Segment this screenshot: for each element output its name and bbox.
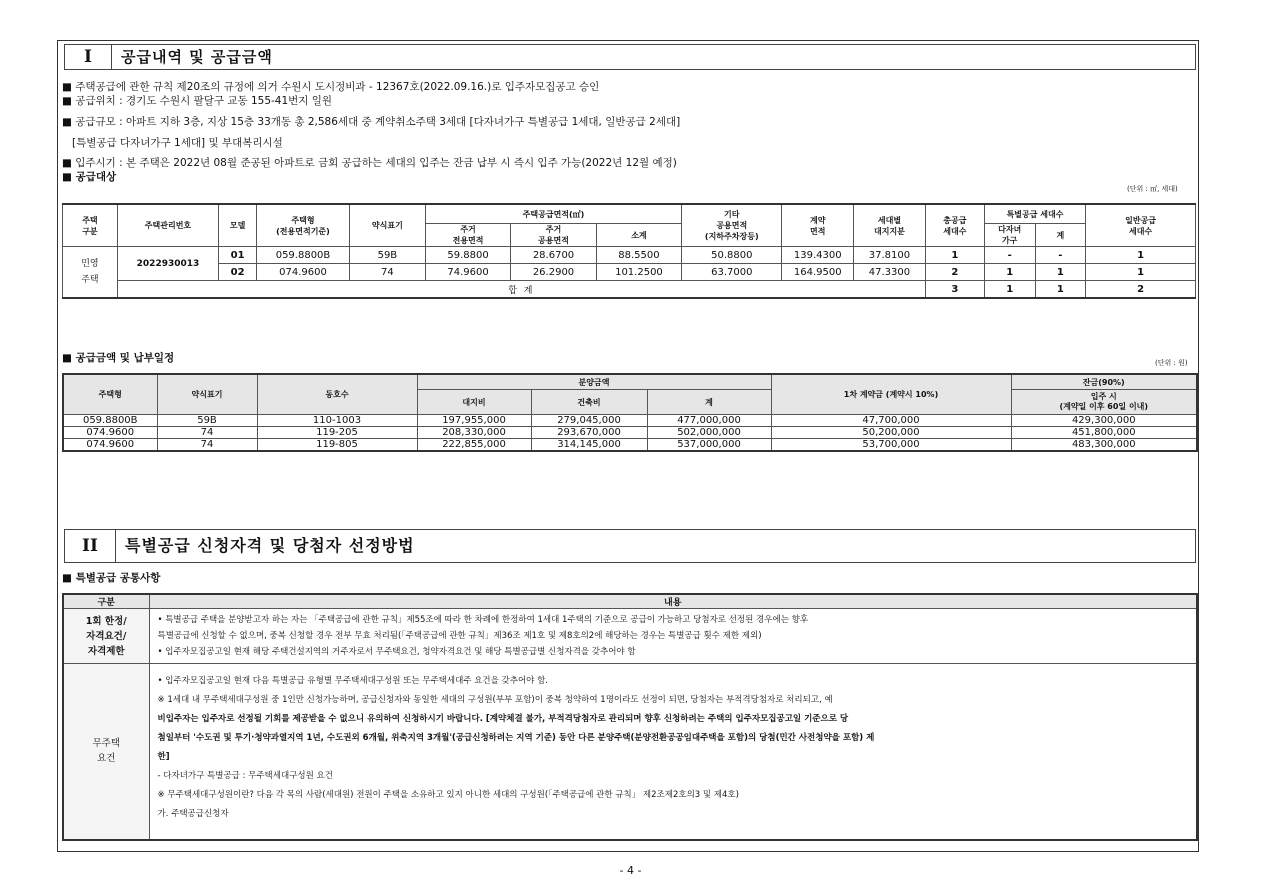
- cell-short: 74: [157, 427, 257, 439]
- cell-type: 074.9600: [63, 439, 157, 452]
- table-row: [63, 439, 1197, 452]
- cell-build: 279,045,000: [531, 415, 647, 427]
- cell-a3: 101.2500: [596, 264, 681, 281]
- table-row: [63, 427, 1197, 439]
- th-price-first: 1차 계약금 (계약시 10%): [771, 374, 1011, 415]
- cell-land: 222,855,000: [417, 439, 531, 452]
- th-price-short: 약식표기: [157, 374, 257, 415]
- info-line-location: ■ 공급위치 : 경기도 수원시 팔달구 교동 155-41번지 일원: [62, 95, 333, 107]
- cell-sum-total: 3: [925, 281, 984, 299]
- cell-gen: 1: [1086, 264, 1196, 281]
- target-heading: ■ 공급대상: [62, 171, 117, 183]
- th-area-common: 주거 공용면적: [511, 224, 596, 247]
- content-line: • 입주자모집공고일 현재 다음 특별공급 유형별 무주택세대구성원 또는 무주택세대주 요건을 갖추어야 함.: [157, 676, 549, 686]
- th-price-balance: 잔금(90%): [1011, 374, 1197, 390]
- section-2-header: [64, 529, 1196, 563]
- cell-total: 1: [925, 247, 984, 264]
- table-row: [63, 609, 1197, 664]
- th-type: 주택형 (전용면적기준): [257, 204, 350, 247]
- th-special-sum: 계: [1035, 224, 1086, 247]
- cell-short: 74: [349, 264, 425, 281]
- common-heading: ■ 특별공급 공통사항: [62, 572, 161, 584]
- content-line: • 특별공급 주택을 분양받고자 하는 자는 「주택공급에 관한 규칙」제55조에 따라 한 차례에 한정하여 1세대 1주택의 기준으로 공급이 가능하고 당첨자로 선정된 경우에는 향후: [157, 615, 809, 625]
- cell-type: 059.8800B: [63, 415, 157, 427]
- content-line: 특별공급에 신청할 수 없으며, 중복 신청할 경우 전부 무효 처리됨(「주택공급에 관한 규칙」제36조 제1호 및 제8호의2에 해당하는 경우는 특별공급 횟수 제한 제외): [157, 631, 762, 641]
- cell-sum-sp1: 1: [984, 281, 1035, 299]
- table-sum-row: [63, 281, 1196, 299]
- cell-sum: 477,000,000: [647, 415, 771, 427]
- page-number: - 4 -: [619, 864, 642, 877]
- info-line-scale-sub: [특별공급 다자녀가구 1세대] 및 부대복리시설: [72, 137, 283, 149]
- cell-sp1: 1: [984, 264, 1035, 281]
- cell-gen: 1: [1086, 247, 1196, 264]
- cell-model: 01: [219, 247, 257, 264]
- cell-build: 314,145,000: [531, 439, 647, 452]
- content-line: 첨일부터 '수도권 및 투기·청약과열지역 1년, 수도권외 6개월, 위축지역 3개월'(공급신청하려는 지역 기준) 동안 다른 분양주택(분양전환공공임대주택을 포함)의 당첨(민간 사전청약을 포함) 제: [157, 733, 875, 743]
- row-label-homeless: 무주택 요건: [63, 664, 149, 840]
- th-special-multichild: 다자녀 가구: [984, 224, 1035, 247]
- th-price-build: 건축비: [531, 390, 647, 415]
- cell-sum-sp2: 1: [1035, 281, 1086, 299]
- th-price-sale: 분양금액: [417, 374, 771, 390]
- cell-contract: 139.4300: [782, 247, 854, 264]
- cell-sp2: 1: [1035, 264, 1086, 281]
- table-row: [63, 415, 1197, 427]
- cell-first: 50,200,000: [771, 427, 1011, 439]
- th-special: 특별공급 세대수: [984, 204, 1085, 224]
- content-line: • 입주자모집공고일 현재 해당 주택건설지역의 거주자로서 무주택요건, 청약자격요건 및 해당 특별공급별 신청자격을 갖추어야 함: [157, 647, 636, 657]
- cell-a1: 74.9600: [425, 264, 510, 281]
- row-content-limit: [149, 609, 1197, 664]
- cell-sp1: -: [984, 247, 1035, 264]
- th-area-subtotal: 소계: [596, 224, 681, 247]
- cell-etc: 63.7000: [682, 264, 782, 281]
- price-table: [62, 373, 1198, 452]
- cell-first: 53,700,000: [771, 439, 1011, 452]
- cell-first: 47,700,000: [771, 415, 1011, 427]
- cell-unit: 119-805: [257, 439, 417, 452]
- cell-balance: 429,300,000: [1011, 415, 1197, 427]
- th-price-sum: 계: [647, 390, 771, 415]
- cell-a2: 28.6700: [511, 247, 596, 264]
- content-line: - 다자녀가구 특별공급 : 무주택세대구성원 요건: [157, 771, 333, 781]
- cell-short: 74: [157, 439, 257, 452]
- th-category: 구분: [63, 594, 149, 609]
- info-line-scale: ■ 공급규모 : 아파트 지하 3층, 지상 15층 33개동 총 2,586세대 중 계약취소주택 3세대 [다자녀가구 특별공급 1세대, 일반공급 2세대]: [62, 116, 681, 128]
- th-price-unit: 동호수: [257, 374, 417, 415]
- cell-a2: 26.2900: [511, 264, 596, 281]
- cell-sum: 502,000,000: [647, 427, 771, 439]
- cell-a3: 88.5500: [596, 247, 681, 264]
- th-etc-area: 기타 공용면적 (지하주차장등): [682, 204, 782, 247]
- cell-contract: 164.9500: [782, 264, 854, 281]
- table-row: [63, 264, 1196, 281]
- th-total-units: 총공급 세대수: [925, 204, 984, 247]
- cell-model: 02: [219, 264, 257, 281]
- th-contract-area: 계약 면적: [782, 204, 854, 247]
- cell-short: 59B: [157, 415, 257, 427]
- cell-a1: 59.8800: [425, 247, 510, 264]
- info-line-move-in: ■ 입주시기 : 본 주택은 2022년 08월 준공된 아파트로 금회 공급하는 세대의 입주는 잔금 납부 시 즉시 입주 가능(2022년 12월 예정): [62, 157, 677, 169]
- cell-etc: 50.8800: [682, 247, 782, 264]
- cell-unit: 119-205: [257, 427, 417, 439]
- cell-kind: 민영 주택: [63, 247, 118, 299]
- cell-land: 208,330,000: [417, 427, 531, 439]
- section-2-number: II: [65, 530, 116, 562]
- th-short: 약식표기: [349, 204, 425, 247]
- th-content: 내용: [149, 594, 1197, 609]
- cell-total: 2: [925, 264, 984, 281]
- th-price-balance-sub: 입주 시 (계약일 이후 60일 이내): [1011, 390, 1197, 415]
- cell-unit: 110-1003: [257, 415, 417, 427]
- table-row: [63, 247, 1196, 264]
- cell-mgmt-no: 2022930013: [117, 247, 218, 281]
- th-price-type: 주택형: [63, 374, 157, 415]
- info-line-approval: ■ 주택공급에 관한 규칙 제20조의 규정에 의거 수원시 도시정비과 - 12367호(2022.09.16.)로 입주자모집공고 승인: [62, 81, 600, 93]
- target-unit: (단위 : ㎡, 세대): [1127, 185, 1178, 193]
- cell-land: 37.8100: [854, 247, 926, 264]
- price-heading: ■ 공급금액 및 납부일정: [62, 352, 175, 364]
- th-general: 일반공급 세대수: [1086, 204, 1196, 247]
- row-content-homeless: [149, 664, 1197, 840]
- section-2-title: 특별공급 신청자격 및 당첨자 선정방법: [125, 536, 415, 555]
- th-mgmt-no: 주택관리번호: [117, 204, 218, 247]
- cell-balance: 451,800,000: [1011, 427, 1197, 439]
- cell-land: 197,955,000: [417, 415, 531, 427]
- th-price-land: 대지비: [417, 390, 531, 415]
- content-line: 비입주자는 입주자로 선정될 기회를 제공받을 수 없으니 유의하여 신청하시기 바랍니다. [계약체결 불가, 부적격당첨자로 관리되며 향후 신청하려는 주택의 입주자모집공고일 기준으로 당: [157, 714, 849, 724]
- section-1-number: I: [65, 45, 112, 69]
- th-area: 주택공급면적(㎡): [425, 204, 681, 224]
- cell-build: 293,670,000: [531, 427, 647, 439]
- content-line: ※ 1세대 내 무주택세대구성원 중 1인만 신청가능하며, 공급신청자와 동일한 세대의 구성원(부부 포함)이 중복 청약하여 1명이라도 선정이 되면, 당첨자는 부적격당첨자로 처리되고, 예: [157, 695, 833, 705]
- supply-target-table: [62, 203, 1196, 299]
- cell-land: 47.3300: [854, 264, 926, 281]
- cell-type: 074.9600: [257, 264, 350, 281]
- section-1-title: 공급내역 및 공급금액: [121, 48, 273, 66]
- row-label-limit: 1회 한정/ 자격요건/ 자격제한: [63, 609, 149, 664]
- price-unit: (단위 : 원): [1155, 359, 1188, 367]
- th-land-share: 세대별 대지지분: [854, 204, 926, 247]
- cell-sum-gen: 2: [1086, 281, 1196, 299]
- table-row: [63, 664, 1197, 840]
- section-1-header: [64, 44, 1196, 70]
- cell-balance: 483,300,000: [1011, 439, 1197, 452]
- cell-type: 059.8800B: [257, 247, 350, 264]
- special-common-table: [62, 593, 1198, 841]
- cell-sum: 537,000,000: [647, 439, 771, 452]
- content-line: ※ 무주택세대구성원이란? 다음 각 목의 사람(세대원) 전원이 주택을 소유하고 있지 아니한 세대의 구성원(「주택공급에 관한 규칙」 제2조제2호의3 및 제4호): [157, 790, 739, 800]
- th-area-exclusive: 주거 전용면적: [425, 224, 510, 247]
- cell-sum-label: 합 계: [117, 281, 925, 299]
- th-model: 모델: [219, 204, 257, 247]
- content-line: 한]: [157, 752, 170, 762]
- cell-short: 59B: [349, 247, 425, 264]
- cell-type: 074.9600: [63, 427, 157, 439]
- cell-sp2: -: [1035, 247, 1086, 264]
- th-kind: 주택 구분: [63, 204, 118, 247]
- content-line: 가. 주택공급신청자: [157, 809, 229, 819]
